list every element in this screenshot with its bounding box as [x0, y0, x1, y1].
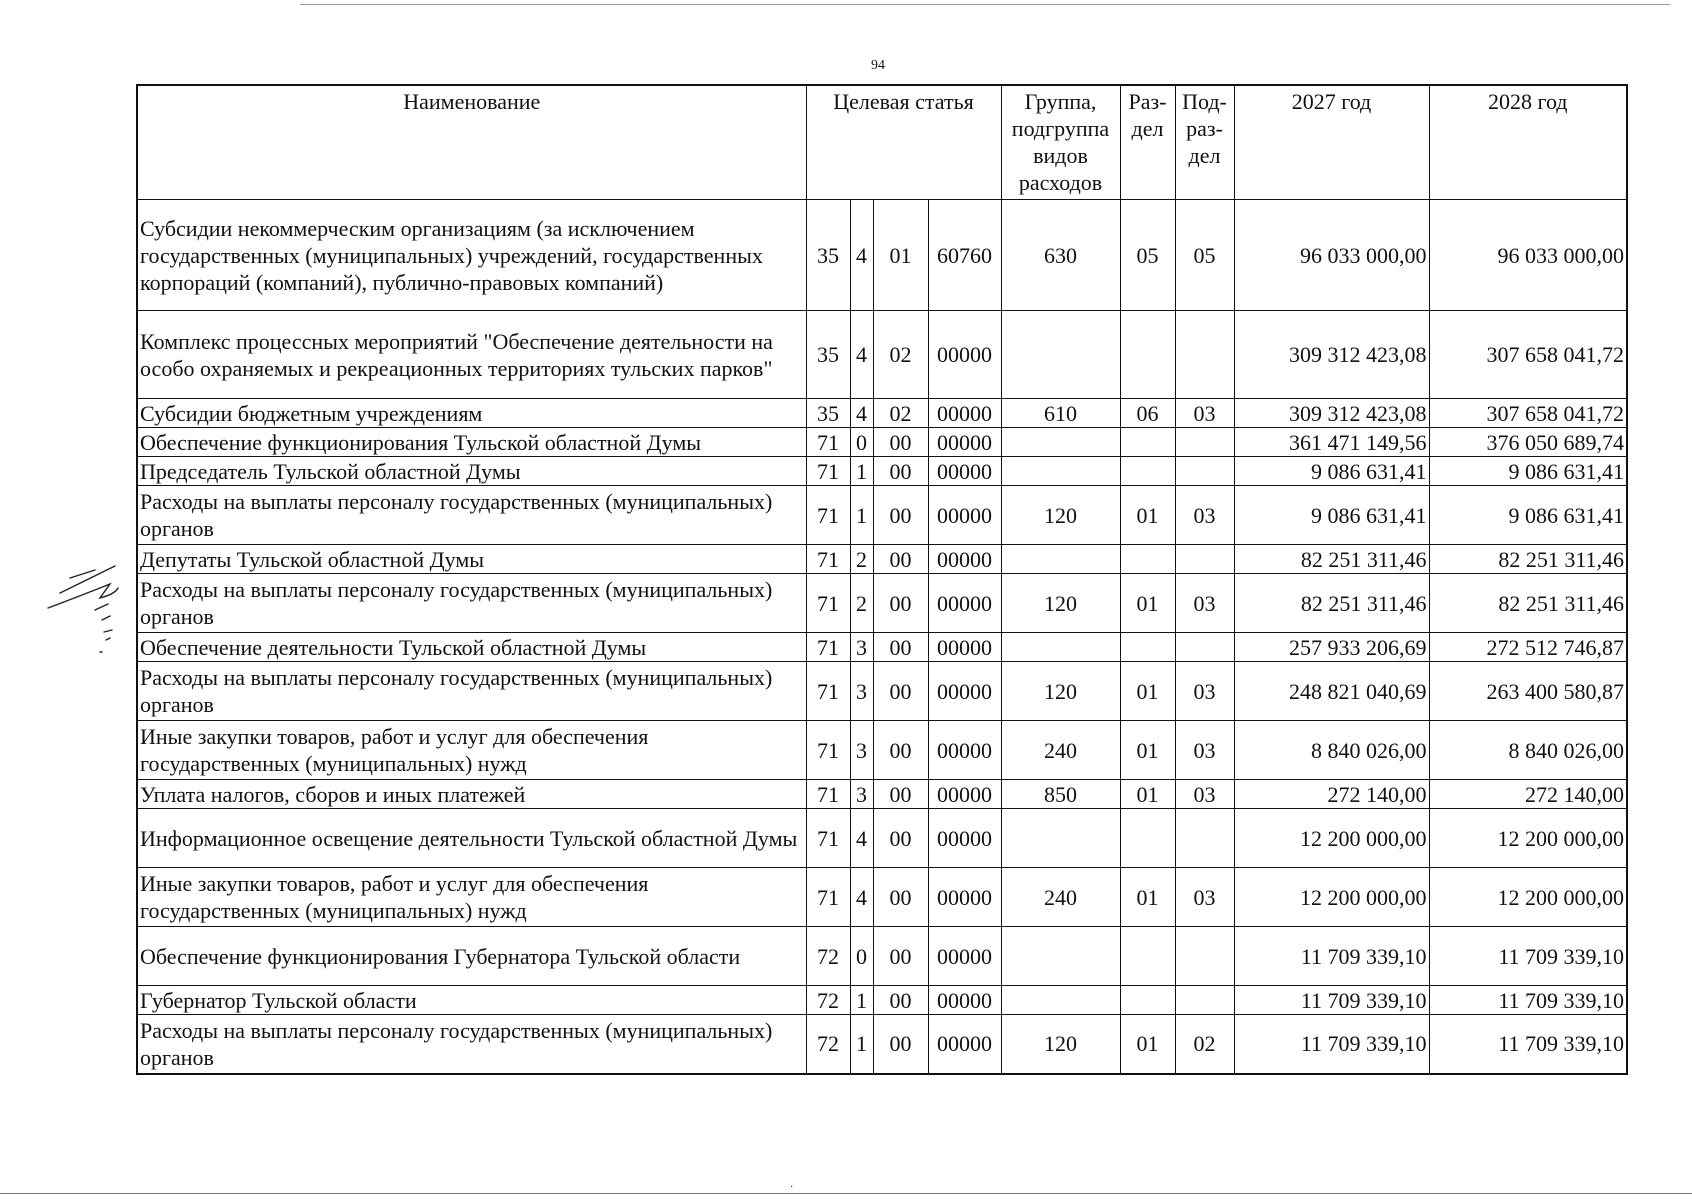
expense-group: 120 [1001, 574, 1120, 633]
amount-2027: 309 312 423,08 [1234, 311, 1429, 399]
amount-2028: 12 200 000,00 [1429, 809, 1627, 868]
expense-group [1001, 809, 1120, 868]
section [1120, 457, 1175, 486]
amount-2028: 272 512 746,87 [1429, 633, 1627, 662]
amount-2028: 9 086 631,41 [1429, 457, 1627, 486]
row-name: Расходы на выплаты персоналу государственных (муниципальных) органов [137, 662, 806, 721]
target-code-structure: 02 [873, 399, 928, 428]
amount-2027: 12 200 000,00 [1234, 809, 1429, 868]
amount-2028: 9 086 631,41 [1429, 486, 1627, 545]
target-code-subprogram: 3 [850, 721, 873, 780]
table-row [137, 633, 1627, 662]
subsection: 03 [1175, 721, 1234, 780]
target-code-subprogram: 1 [850, 986, 873, 1015]
section: 01 [1120, 780, 1175, 809]
amount-2028: 307 658 041,72 [1429, 399, 1627, 428]
target-code-structure: 00 [873, 986, 928, 1015]
table-row [137, 809, 1627, 868]
table-body [137, 200, 1627, 1074]
target-code-subprogram: 1 [850, 457, 873, 486]
target-code-structure: 00 [873, 428, 928, 457]
section: 01 [1120, 662, 1175, 721]
table-row [137, 545, 1627, 574]
section: 06 [1120, 399, 1175, 428]
row-name: Уплата налогов, сборов и иных платежей [137, 780, 806, 809]
subsection: 03 [1175, 662, 1234, 721]
expense-group: 630 [1001, 200, 1120, 311]
subsection: 02 [1175, 1015, 1234, 1074]
row-name: Председатель Тульской областной Думы [137, 457, 806, 486]
page-edge-bottom [0, 1193, 1692, 1194]
amount-2027: 272 140,00 [1234, 780, 1429, 809]
section: 01 [1120, 868, 1175, 927]
row-name: Субсидии бюджетным учреждениям [137, 399, 806, 428]
expense-group: 240 [1001, 721, 1120, 780]
table-row [137, 721, 1627, 780]
row-name: Расходы на выплаты персоналу государственных (муниципальных) органов [137, 1015, 806, 1074]
header-target-article: Целевая статья [806, 85, 1001, 200]
section [1120, 545, 1175, 574]
target-code-subprogram: 2 [850, 545, 873, 574]
table-header-row [137, 85, 1627, 200]
target-code-direction: 00000 [928, 868, 1001, 927]
target-code-program: 72 [806, 986, 850, 1015]
expense-group [1001, 927, 1120, 986]
amount-2027: 12 200 000,00 [1234, 868, 1429, 927]
header-year-2027: 2027 год [1234, 85, 1429, 200]
row-name: Субсидии некоммерческим организациям (за исключением государственных (муниципальных) учреждений, государственных корпораций (компаний), публично-правовых компаний) [137, 200, 806, 311]
target-code-program: 71 [806, 633, 850, 662]
row-name: Обеспечение деятельности Тульской областной Думы [137, 633, 806, 662]
page-edge-top [300, 4, 1670, 5]
amount-2027: 8 840 026,00 [1234, 721, 1429, 780]
row-name: Обеспечение функционирования Тульской областной Думы [137, 428, 806, 457]
row-name: Расходы на выплаты персоналу государственных (муниципальных) органов [137, 486, 806, 545]
amount-2027: 11 709 339,10 [1234, 1015, 1429, 1074]
row-name: Обеспечение функционирования Губернатора Тульской области [137, 927, 806, 986]
subsection [1175, 633, 1234, 662]
section [1120, 986, 1175, 1015]
amount-2027: 82 251 311,46 [1234, 574, 1429, 633]
target-code-direction: 00000 [928, 662, 1001, 721]
amount-2027: 309 312 423,08 [1234, 399, 1429, 428]
section [1120, 311, 1175, 399]
target-code-direction: 00000 [928, 457, 1001, 486]
target-code-direction: 00000 [928, 545, 1001, 574]
target-code-program: 71 [806, 868, 850, 927]
target-code-subprogram: 0 [850, 428, 873, 457]
subsection [1175, 545, 1234, 574]
subsection: 03 [1175, 486, 1234, 545]
section: 01 [1120, 1015, 1175, 1074]
expense-group: 610 [1001, 399, 1120, 428]
target-code-program: 71 [806, 721, 850, 780]
expense-group [1001, 633, 1120, 662]
table-row [137, 311, 1627, 399]
amount-2028: 307 658 041,72 [1429, 311, 1627, 399]
target-code-structure: 00 [873, 927, 928, 986]
amount-2027: 257 933 206,69 [1234, 633, 1429, 662]
table-row [137, 200, 1627, 311]
header-name: Наименование [137, 85, 806, 200]
subsection [1175, 311, 1234, 399]
amount-2027: 9 086 631,41 [1234, 486, 1429, 545]
amount-2028: 12 200 000,00 [1429, 868, 1627, 927]
row-name: Информационное освещение деятельности Тульской областной Думы [137, 809, 806, 868]
amount-2027: 11 709 339,10 [1234, 986, 1429, 1015]
section [1120, 633, 1175, 662]
target-code-program: 71 [806, 457, 850, 486]
expense-group: 240 [1001, 868, 1120, 927]
target-code-program: 71 [806, 574, 850, 633]
target-code-program: 72 [806, 927, 850, 986]
table-row [137, 868, 1627, 927]
target-code-program: 35 [806, 200, 850, 311]
amount-2028: 272 140,00 [1429, 780, 1627, 809]
budget-table [136, 84, 1628, 1075]
target-code-subprogram: 3 [850, 780, 873, 809]
target-code-direction: 00000 [928, 311, 1001, 399]
section: 01 [1120, 721, 1175, 780]
target-code-structure: 00 [873, 574, 928, 633]
target-code-subprogram: 4 [850, 809, 873, 868]
header-section: Раз-дел [1120, 85, 1175, 200]
target-code-structure: 01 [873, 200, 928, 311]
target-code-direction: 00000 [928, 721, 1001, 780]
target-code-subprogram: 4 [850, 868, 873, 927]
target-code-direction: 00000 [928, 399, 1001, 428]
table-row [137, 574, 1627, 633]
target-code-program: 35 [806, 399, 850, 428]
amount-2027: 82 251 311,46 [1234, 545, 1429, 574]
amount-2028: 263 400 580,87 [1429, 662, 1627, 721]
target-code-direction: 00000 [928, 428, 1001, 457]
table-row [137, 927, 1627, 986]
target-code-program: 71 [806, 428, 850, 457]
expense-group [1001, 986, 1120, 1015]
page-number: 94 [871, 58, 885, 73]
target-code-program: 71 [806, 809, 850, 868]
row-name: Иные закупки товаров, работ и услуг для обеспечения государственных (муниципальных) нужд [137, 868, 806, 927]
section [1120, 428, 1175, 457]
row-name: Расходы на выплаты персоналу государственных (муниципальных) органов [137, 574, 806, 633]
target-code-subprogram: 2 [850, 574, 873, 633]
amount-2027: 248 821 040,69 [1234, 662, 1429, 721]
table-row [137, 457, 1627, 486]
table-row [137, 1015, 1627, 1074]
table-row [137, 780, 1627, 809]
target-code-structure: 00 [873, 780, 928, 809]
subsection: 05 [1175, 200, 1234, 311]
section: 01 [1120, 486, 1175, 545]
expense-group: 120 [1001, 1015, 1120, 1074]
target-code-direction: 00000 [928, 486, 1001, 545]
row-name: Губернатор Тульской области [137, 986, 806, 1015]
expense-group [1001, 428, 1120, 457]
target-code-program: 72 [806, 1015, 850, 1074]
target-code-structure: 02 [873, 311, 928, 399]
target-code-direction: 00000 [928, 986, 1001, 1015]
target-code-subprogram: 4 [850, 200, 873, 311]
table-row [137, 662, 1627, 721]
expense-group [1001, 311, 1120, 399]
target-code-structure: 00 [873, 545, 928, 574]
expense-group: 850 [1001, 780, 1120, 809]
row-name: Депутаты Тульской областной Думы [137, 545, 806, 574]
expense-group [1001, 457, 1120, 486]
target-code-structure: 00 [873, 721, 928, 780]
subsection: 03 [1175, 868, 1234, 927]
table-row [137, 486, 1627, 545]
header-year-2028: 2028 год [1429, 85, 1627, 200]
table-row [137, 986, 1627, 1015]
target-code-direction: 00000 [928, 1015, 1001, 1074]
target-code-structure: 00 [873, 486, 928, 545]
amount-2028: 11 709 339,10 [1429, 1015, 1627, 1074]
table-row [137, 399, 1627, 428]
subsection: 03 [1175, 574, 1234, 633]
subsection: 03 [1175, 780, 1234, 809]
target-code-subprogram: 4 [850, 311, 873, 399]
header-subsection: Под-раз-дел [1175, 85, 1234, 200]
table-row [137, 428, 1627, 457]
row-name: Комплекс процессных мероприятий "Обеспечение деятельности на особо охраняемых и рекреационных территориях тульских парков" [137, 311, 806, 399]
target-code-subprogram: 3 [850, 662, 873, 721]
subsection [1175, 457, 1234, 486]
target-code-program: 71 [806, 486, 850, 545]
amount-2028: 11 709 339,10 [1429, 927, 1627, 986]
target-code-direction: 00000 [928, 927, 1001, 986]
target-code-direction: 00000 [928, 780, 1001, 809]
target-code-subprogram: 1 [850, 486, 873, 545]
expense-group: 120 [1001, 486, 1120, 545]
target-code-structure: 00 [873, 633, 928, 662]
target-code-direction: 00000 [928, 809, 1001, 868]
target-code-subprogram: 3 [850, 633, 873, 662]
target-code-structure: 00 [873, 662, 928, 721]
target-code-program: 71 [806, 545, 850, 574]
subsection [1175, 428, 1234, 457]
target-code-direction: 00000 [928, 574, 1001, 633]
target-code-program: 71 [806, 780, 850, 809]
section [1120, 927, 1175, 986]
expense-group: 120 [1001, 662, 1120, 721]
amount-2027: 361 471 149,56 [1234, 428, 1429, 457]
subsection [1175, 986, 1234, 1015]
amount-2028: 8 840 026,00 [1429, 721, 1627, 780]
subsection: 03 [1175, 399, 1234, 428]
target-code-structure: 00 [873, 868, 928, 927]
target-code-subprogram: 4 [850, 399, 873, 428]
target-code-subprogram: 1 [850, 1015, 873, 1074]
subsection [1175, 809, 1234, 868]
target-code-structure: 00 [873, 457, 928, 486]
amount-2028: 82 251 311,46 [1429, 545, 1627, 574]
amount-2028: 376 050 689,74 [1429, 428, 1627, 457]
amount-2028: 11 709 339,10 [1429, 986, 1627, 1015]
target-code-subprogram: 0 [850, 927, 873, 986]
amount-2028: 82 251 311,46 [1429, 574, 1627, 633]
target-code-structure: 00 [873, 1015, 928, 1074]
target-code-program: 71 [806, 662, 850, 721]
handwritten-signature [40, 548, 140, 658]
section [1120, 809, 1175, 868]
amount-2027: 96 033 000,00 [1234, 200, 1429, 311]
amount-2027: 9 086 631,41 [1234, 457, 1429, 486]
scan-dot: · [790, 1182, 794, 1193]
header-expense-group: Группа, подгруппа видов расходов [1001, 85, 1120, 200]
target-code-direction: 60760 [928, 200, 1001, 311]
amount-2028: 96 033 000,00 [1429, 200, 1627, 311]
target-code-direction: 00000 [928, 633, 1001, 662]
row-name: Иные закупки товаров, работ и услуг для обеспечения государственных (муниципальных) нужд [137, 721, 806, 780]
expense-group [1001, 545, 1120, 574]
section: 01 [1120, 574, 1175, 633]
target-code-structure: 00 [873, 809, 928, 868]
amount-2027: 11 709 339,10 [1234, 927, 1429, 986]
section: 05 [1120, 200, 1175, 311]
subsection [1175, 927, 1234, 986]
target-code-program: 35 [806, 311, 850, 399]
